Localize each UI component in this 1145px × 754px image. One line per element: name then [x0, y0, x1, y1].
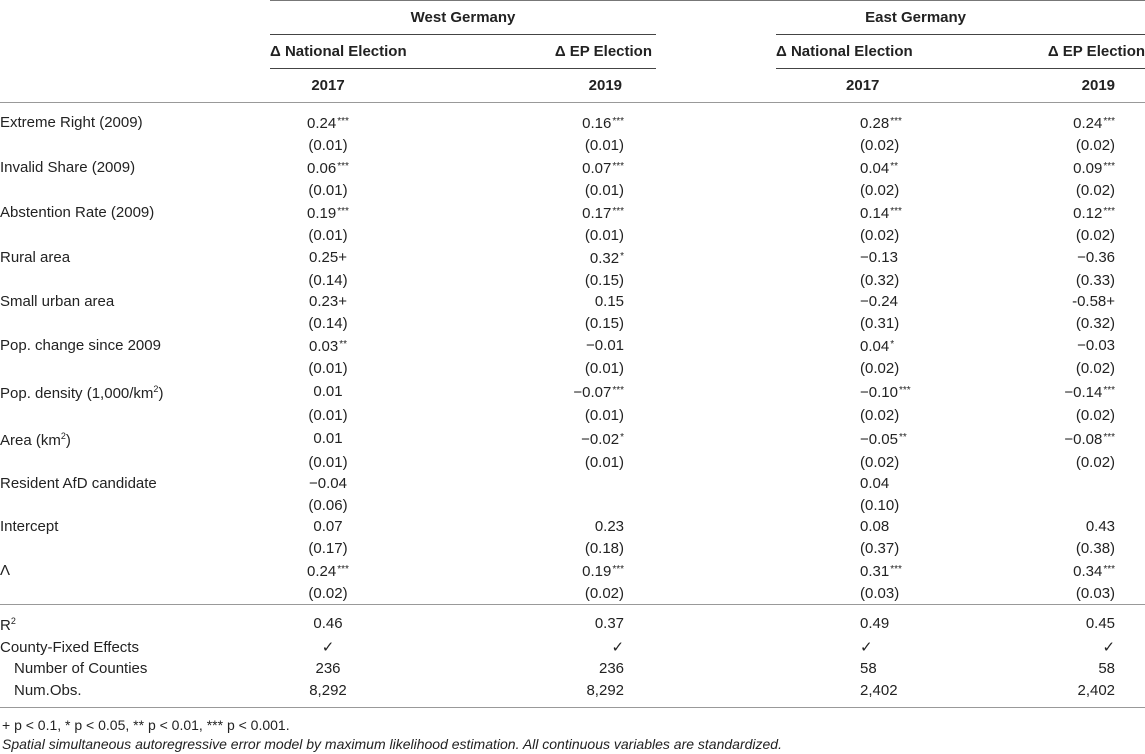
year-east-national: 2017	[776, 69, 1026, 103]
row-label: Intercept	[0, 518, 59, 535]
stats-row	[0, 658, 1145, 680]
coefficient-cell: −0.14***	[1064, 384, 1116, 401]
table-row	[0, 334, 1145, 358]
stat-value: 2,402	[776, 680, 1026, 708]
stat-value: 58	[860, 660, 877, 677]
std-error-cell: (0.01)	[308, 453, 348, 471]
table-row-se	[0, 538, 1145, 560]
table-row-se	[0, 180, 1145, 202]
std-error-cell: (0.03)	[1075, 584, 1116, 602]
coefficient-cell: −0.07***	[573, 384, 625, 401]
std-error-cell: (0.32)	[860, 271, 900, 289]
subheader-east-ep: Δ EP Election	[1026, 35, 1145, 69]
stat-value: 0.37	[386, 605, 656, 637]
std-error-cell: (0.37)	[860, 539, 900, 557]
std-error-cell: (0.01)	[584, 226, 625, 244]
group-header-west: West Germany	[270, 1, 656, 35]
coefficient-cell: 0.12***	[1073, 205, 1116, 222]
coefficient-cell: −0.02*	[581, 431, 625, 448]
table-row-se	[0, 358, 1145, 380]
coefficient-cell: 0.15	[594, 293, 625, 310]
std-error-cell: (0.01)	[584, 181, 625, 199]
stat-label: Number of Counties	[14, 660, 148, 677]
coefficient-cell: 0.28***	[860, 115, 902, 132]
coefficient-cell	[1026, 473, 1145, 495]
row-label: Area $(km^2)$	[0, 431, 71, 449]
coefficient-cell: 0.24***	[307, 563, 349, 580]
table-row	[0, 473, 1145, 495]
table-row-se	[0, 583, 1145, 605]
coefficient-cell: 0.07***	[582, 160, 625, 177]
table-row-se	[0, 135, 1145, 157]
coefficient-cell: 0.01	[313, 430, 343, 447]
stat-label: Num.Obs.	[0, 680, 270, 708]
std-error-cell: (0.14)	[308, 314, 348, 332]
row-label: Invalid Share (2009)	[0, 159, 136, 176]
std-error-cell: (0.02)	[860, 406, 900, 424]
std-error-cell: (0.02)	[860, 136, 900, 154]
coefficient-cell: 0.19***	[582, 563, 625, 580]
row-label: Pop. density $(1,000/km^2)$	[0, 384, 164, 402]
std-error-cell: (0.15)	[584, 271, 625, 289]
std-error-cell: (0.02)	[860, 359, 900, 377]
row-label: Resident AfD candidate	[0, 475, 157, 492]
stats-row	[0, 637, 1145, 659]
coefficient-cell: 0.08	[860, 518, 890, 535]
stat-label: County-Fixed Effects	[0, 638, 139, 656]
coefficient-cell: 0.19***	[307, 205, 349, 222]
model-note: Spatial simultaneous autoregressive error model by maximum likelihood estimation. All continuous variables are standardized.	[2, 736, 782, 752]
coefficient-cell: −0.03	[1077, 337, 1116, 354]
std-error-cell: (0.31)	[860, 314, 900, 332]
stat-value: 236	[598, 660, 625, 677]
table-row-se	[0, 405, 1145, 427]
std-error-cell: (0.01)	[584, 359, 625, 377]
coefficient-cell: −0.05**	[860, 431, 907, 448]
coefficient-cell: 0.01	[313, 383, 343, 400]
std-error-cell: (0.02)	[1075, 226, 1116, 244]
coefficient-cell: 0.09***	[1073, 160, 1116, 177]
table-row-se	[0, 270, 1145, 292]
table-row-se	[0, 225, 1145, 247]
coefficient-cell: −0.08***	[1064, 431, 1116, 448]
std-error-cell: (0.17)	[308, 539, 348, 557]
std-error-cell: (0.32)	[1075, 314, 1116, 332]
table-row	[0, 559, 1145, 583]
table-row-se	[0, 452, 1145, 474]
coefficient-cell: 0.04**	[860, 160, 899, 177]
stats-row	[0, 605, 1145, 637]
coefficient-cell: -0.58+	[1072, 293, 1116, 310]
std-error-cell: (0.10)	[860, 496, 900, 514]
table-notes	[0, 716, 1145, 754]
table-row-se	[0, 495, 1145, 517]
subheader-west-ep: Δ EP Election	[386, 35, 656, 69]
coefficient-cell: 0.31***	[860, 563, 902, 580]
coefficient-cell: −0.24	[860, 293, 898, 310]
row-label: Small urban area	[0, 293, 115, 310]
table-row	[0, 103, 1145, 135]
stat-value: 236	[315, 660, 341, 677]
std-error-cell: (0.01)	[308, 181, 348, 199]
std-error-cell: (0.01)	[308, 226, 348, 244]
coefficient-cell: 0.03**	[309, 338, 347, 355]
std-error-cell: (0.01)	[584, 406, 625, 424]
coefficient-cell: 0.16***	[582, 115, 625, 132]
row-label: Λ	[0, 562, 11, 579]
std-error-cell: (0.01)	[584, 453, 625, 471]
stat-value: 2,402	[1026, 680, 1145, 708]
coefficient-cell: 0.04*	[860, 338, 895, 355]
std-error-cell: (0.02)	[1075, 181, 1116, 199]
std-error-cell: (0.02)	[860, 453, 900, 471]
table-row	[0, 516, 1145, 538]
table-row	[0, 291, 1145, 313]
std-error-cell: (0.15)	[584, 314, 625, 332]
row-label: Extreme Right (2009)	[0, 114, 143, 131]
coefficient-cell: −0.01	[586, 337, 625, 354]
coefficient-cell: 0.23+	[309, 293, 347, 310]
table-row-se	[0, 313, 1145, 335]
stat-value: 0.46	[270, 605, 386, 637]
year-east-ep: 2019	[1026, 69, 1145, 103]
std-error-cell: (0.02)	[860, 226, 900, 244]
coefficient-cell: −0.10***	[860, 384, 911, 401]
std-error-cell: (0.18)	[584, 539, 625, 557]
std-error-cell: (0.14)	[308, 271, 348, 289]
coefficient-cell: 0.06***	[307, 160, 349, 177]
stat-value: ✓	[1102, 638, 1116, 656]
stat-value: 0.49	[776, 605, 1026, 637]
coefficient-cell: −0.04	[309, 475, 347, 492]
table-row	[0, 156, 1145, 180]
stat-value: ✓	[611, 638, 625, 656]
row-label: Pop. change since 2009	[0, 337, 161, 354]
coefficient-cell: 0.14***	[860, 205, 902, 222]
std-error-cell: (0.02)	[1075, 453, 1116, 471]
coefficient-cell: −0.13	[860, 249, 898, 266]
stat-value: 58	[1098, 660, 1116, 677]
std-error-cell	[1026, 495, 1145, 517]
std-error-cell: (0.33)	[1075, 271, 1116, 289]
std-error-cell: (0.02)	[1075, 359, 1116, 377]
stat-value: 8,292	[270, 680, 386, 708]
coefficient-cell: 0.24***	[307, 115, 349, 132]
stats-row	[0, 680, 1145, 708]
coefficient-cell: 0.34***	[1073, 563, 1116, 580]
coefficient-cell: 0.07	[313, 518, 343, 535]
std-error-cell: (0.02)	[584, 584, 625, 602]
coefficient-cell: 0.04	[860, 475, 890, 492]
std-error-cell: (0.01)	[308, 406, 348, 424]
stat-value: 0.45	[1026, 605, 1145, 637]
std-error-cell: (0.01)	[308, 359, 348, 377]
coefficient-cell: 0.43	[1085, 518, 1116, 535]
std-error-cell: (0.38)	[1075, 539, 1116, 557]
table-row	[0, 201, 1145, 225]
table-row	[0, 379, 1145, 405]
subheader-west-national: Δ National Election	[270, 35, 386, 69]
coefficient-cell	[386, 473, 656, 495]
stat-value: ✓	[860, 638, 873, 656]
year-west-national: 2017	[270, 69, 386, 103]
std-error-cell: (0.01)	[584, 136, 625, 154]
year-west-ep: 2019	[386, 69, 656, 103]
std-error-cell	[386, 495, 656, 517]
coefficient-cell: 0.32*	[589, 250, 625, 267]
coefficient-cell: 0.24***	[1073, 115, 1116, 132]
stat-label: $R^2$	[0, 605, 270, 637]
stat-value: 8,292	[386, 680, 656, 708]
coefficient-cell: 0.25+	[309, 249, 347, 266]
std-error-cell: (0.01)	[308, 136, 348, 154]
table-row	[0, 246, 1145, 270]
row-label: Abstention Rate (2009)	[0, 204, 155, 221]
std-error-cell: (0.06)	[308, 496, 348, 514]
group-header-east: East Germany	[656, 1, 1026, 35]
std-error-cell: (0.02)	[860, 181, 900, 199]
subheader-east-national: Δ National Election	[776, 35, 1026, 69]
significance-note: + p < 0.1, * p < 0.05, ** p < 0.01, *** p < 0.001.	[2, 717, 290, 733]
row-label: Rural area	[0, 249, 71, 266]
coefficient-cell: −0.36	[1077, 249, 1116, 266]
std-error-cell: (0.03)	[860, 584, 900, 602]
coefficient-cell: 0.23	[594, 518, 625, 535]
coefficient-cell: 0.17***	[582, 205, 625, 222]
std-error-cell: (0.02)	[308, 584, 348, 602]
std-error-cell: (0.02)	[1075, 406, 1116, 424]
std-error-cell: (0.02)	[1075, 136, 1116, 154]
table-row	[0, 426, 1145, 452]
stat-value: ✓	[321, 638, 335, 656]
